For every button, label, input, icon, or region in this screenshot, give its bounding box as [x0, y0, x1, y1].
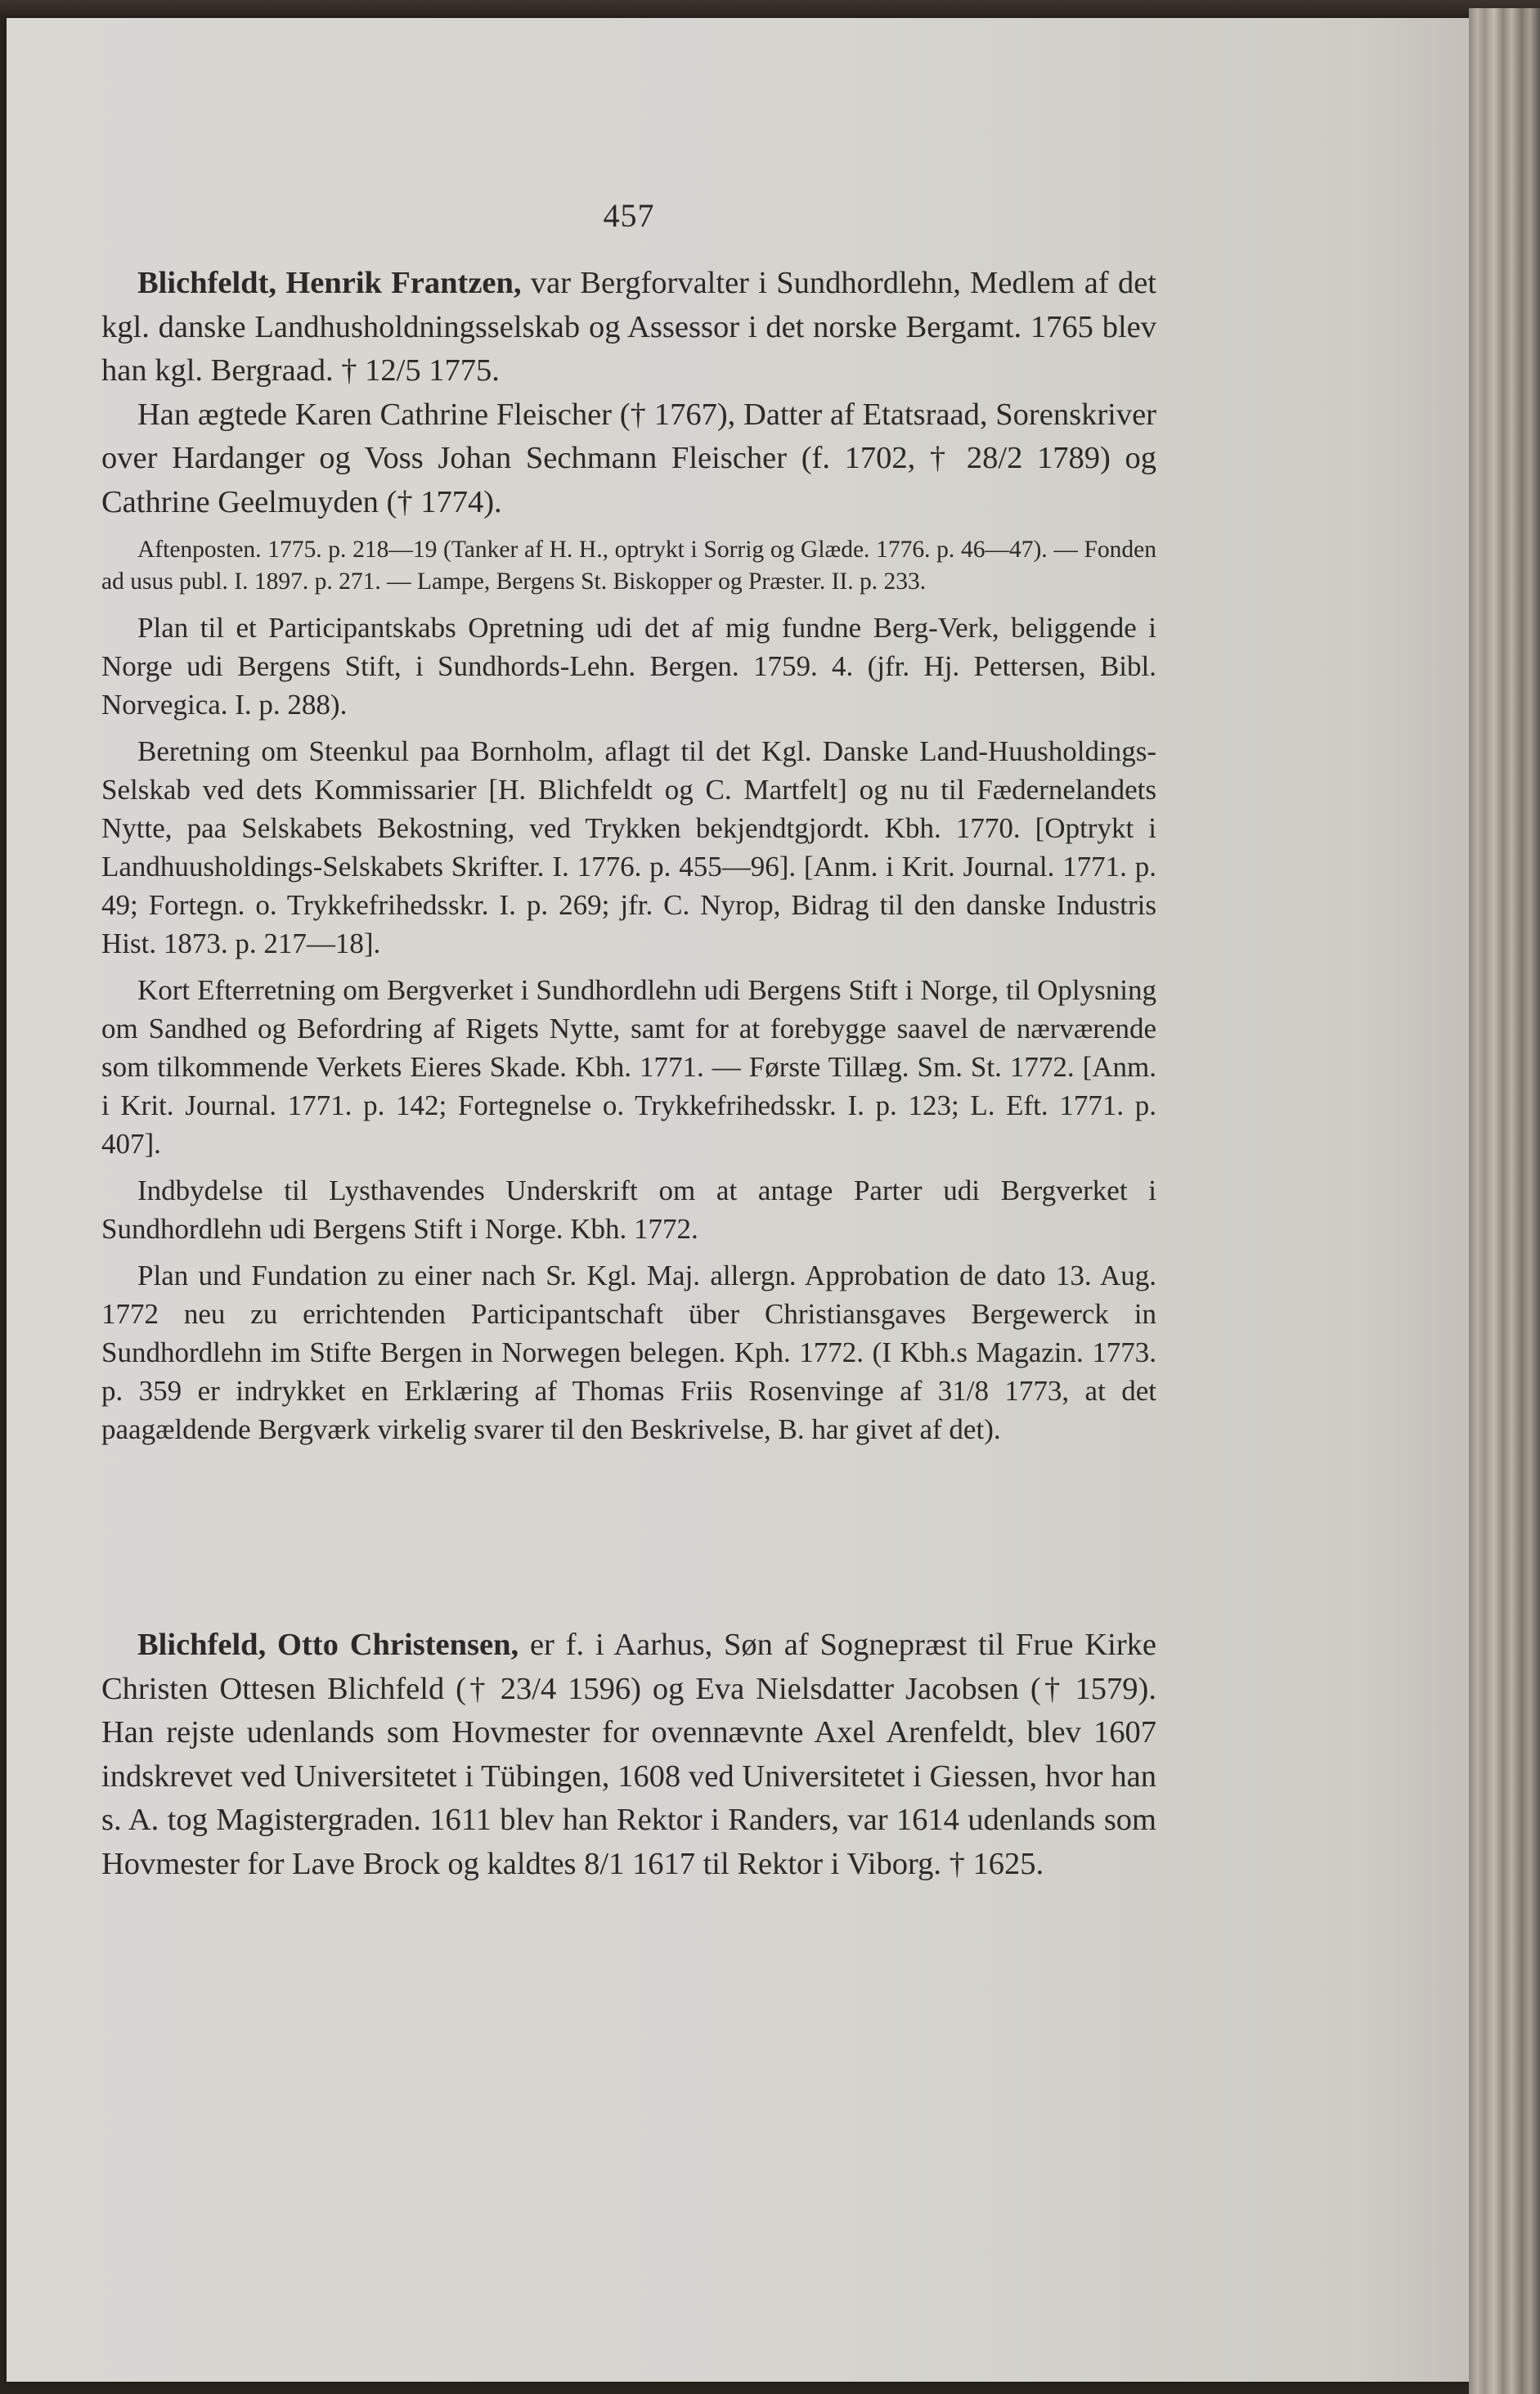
book-top-edge: [0, 0, 1540, 18]
entry1-work-5: Plan und Fundation zu einer nach Sr. Kgl. Maj. allergn. Approbation de dato 13. Aug. 1772 neu zu errichtenden Participantschaft über Christiansgaves Bergewerck in Sundhordlehn im Stifte Bergen in Norwegen belegen. Kph. 1772. (I Kbh.s Magazin. 1773. p. 359 er indrykket en Erklæring af Thomas Friis Rosenvinge af 31/8 1773, at det paagældende Bergværk virkelig svarer til den Beskrivelse, B. har givet af det).: [101, 1260, 1156, 1445]
page-number: 457: [603, 197, 655, 234]
entry1-marriage-paragraph: Han ægtede Karen Cathrine Fleischer († 1767), Datter af Etatsraad, Sorenskriver over Hardanger og Voss Johan Sechmann Fleischer (f. 1702, † 28/2 1789) og Cathrine Geelmuyden († 1774).: [101, 397, 1156, 519]
entry1-name: Blichfeldt, Henrik Frantzen,: [137, 266, 522, 300]
entry1-work-1: Plan til et Participantskabs Opretning udi det af mig fundne Berg-Verk, beliggende i Norge udi Bergens Stift, i Sundhords-Lehn. Bergen. 1759. 4. (jfr. Hj. Pettersen, Bibl. Norvegica. I. p. 288).: [101, 612, 1156, 721]
entry2-bio-paragraph: [101, 1624, 1156, 1886]
entry-blichfeld-otto: [101, 1624, 1156, 1886]
entry1-bio-text: var Bergforvalter i Sundhordlehn, Medlem af det kgl. danske Landhusholdningsselskab og Assessor i det norske Bergamt. 1765 blev han kgl. Bergraad. † 12/5 1775.: [101, 266, 1156, 388]
entry1-bio-paragraph: [101, 262, 1156, 393]
entry1-work-2: Beretning om Steenkul paa Bornholm, aflagt til det Kgl. Danske Land-Huusholdings-Selskab ved dets Kommissarier [H. Blichfeldt og C. Martfelt] og nu til Fædernelandets Nytte, paa Selskabets Bekostning, ved Trykken bekjendtgjordt. Kbh. 1770. [Optrykt i Landhuusholdings-Selskabets Skrifter. I. 1776. p. 455—96]. [Anm. i Krit. Journal. 1771. p. 49; Fortegn. o. Trykkefrihedsskr. I. p. 269; jfr. C. Nyrop, Bidrag til den danske Industris Hist. 1873. p. 217—18].: [101, 735, 1156, 959]
entry2-bio-text: er f. i Aarhus, Søn af Sognepræst til Frue Kirke Christen Ottesen Blichfeld († 23/4 1596) og Eva Nielsdatter Jacobsen († 1579). Han rejste udenlands som Hovmester for ovennævnte Axel Arenfeldt, blev 1607 indskrevet ved Universitetet i Tübingen, 1608 ved Universitetet i Giessen, hvor han s. A. tog Magistergraden. 1611 blev han Rektor i Randers, var 1614 udenlands som Hovmester for Lave Brock og kaldtes 8/1 1617 til Rektor i Viborg. † 1625.: [101, 1628, 1156, 1881]
entry2-name: Blichfeld, Otto Christensen,: [137, 1628, 519, 1662]
entry-blichfeldt-henrik: [101, 262, 1156, 1449]
entry1-work-4: Indbydelse til Lysthavendes Underskrift om at antage Parter udi Bergverket i Sundhordlehn udi Bergens Stift i Norge. Kbh. 1772.: [101, 1175, 1156, 1245]
entry1-work-3: Kort Efterretning om Bergverket i Sundhordlehn udi Bergens Stift i Norge, til Oplysning om Sandhed og Befordring af Rigets Nytte, samt for at forebygge saavel de nærværende som tilkommende Verkets Eieres Skade. Kbh. 1771. — Første Tillæg. Sm. St. 1772. [Anm. i Krit. Journal. 1771. p. 142; Fortegnelse o. Trykkefrihedsskr. I. p. 123; L. Eft. 1771. p. 407].: [101, 974, 1156, 1160]
entry1-sources: Aftenposten. 1775. p. 218—19 (Tanker af H. H., optrykt i Sorrig og Glæde. 1776. p. 46—47). — Fonden ad usus publ. I. 1897. p. 271. — Lampe, Bergens St. Biskopper og Præster. II. p. 233.: [101, 537, 1156, 595]
book-page-edges: [1469, 8, 1540, 2394]
